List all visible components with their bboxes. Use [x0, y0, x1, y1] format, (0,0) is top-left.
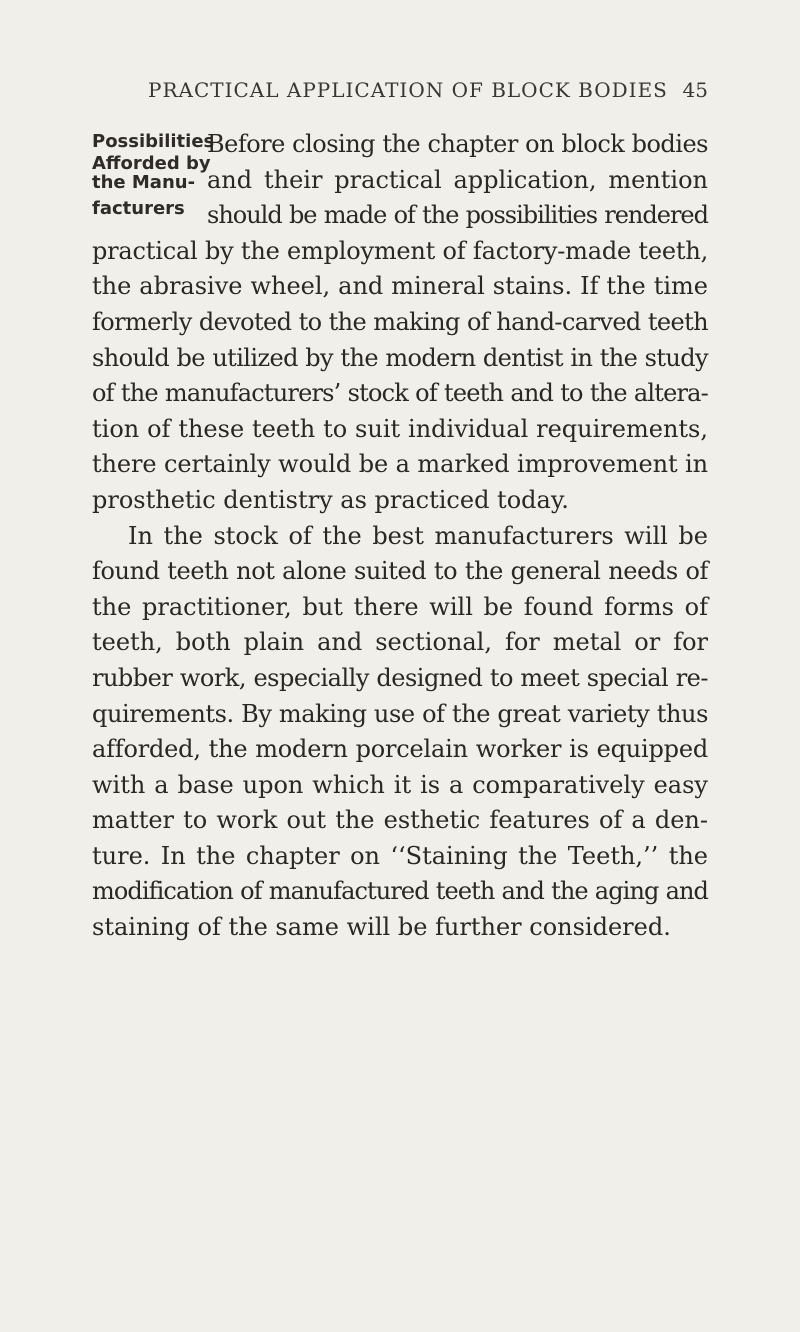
text-line: modification of manufactured teeth and the aging and — [92, 877, 708, 906]
text-line: Before closing the chapter on block bodies — [207, 130, 708, 158]
text-line: prosthetic dentistry as practiced today. — [92, 485, 569, 514]
text-line: rubber work, especially designed to meet special re- — [92, 663, 708, 692]
paragraph-1 — [92, 127, 708, 519]
text-line: should be made of the possibilities rendered — [207, 201, 708, 230]
margin-note-line: Possibilities — [92, 131, 215, 152]
margin-note-line: facturers — [92, 198, 185, 219]
body-text — [92, 127, 708, 946]
text-line: quirements. By making use of the great variety thus — [92, 699, 708, 728]
text-line: with a base upon which it is a comparatively easy — [92, 770, 708, 799]
text-line: staining of the same will be further considered. — [92, 913, 671, 942]
running-title: PRACTICAL APPLICATION OF BLOCK BODIES — [148, 78, 668, 102]
text-line: there certainly would be a marked improvement in — [92, 450, 708, 479]
text-line: of the manufacturers’ stock of teeth and to the altera- — [92, 379, 708, 408]
text-line: should be utilized by the modern dentist in the study — [92, 343, 708, 372]
text-line: the practitioner, but there will be found forms of — [92, 592, 708, 621]
text-line: ture. In the chapter on ‘‘Staining the Teeth,’’ the — [92, 841, 708, 870]
text-line: teeth, both plain and sectional, for metal or for — [92, 628, 708, 657]
text-line: afforded, the modern porcelain worker is equipped — [92, 735, 708, 764]
page-header — [148, 78, 708, 108]
text-line: tion of these teeth to suit individual requirements, — [92, 414, 708, 443]
page-number: 45 — [682, 78, 708, 102]
margin-note-line: Afforded by — [92, 153, 211, 174]
text-line: found teeth not alone suited to the general needs of — [92, 557, 708, 586]
text-line: formerly devoted to the making of hand-carved teeth — [92, 307, 708, 336]
margin-note-line: the Manu- — [92, 172, 196, 193]
text-line: matter to work out the esthetic features of a den- — [92, 806, 708, 835]
text-line: and their practical application, mention — [207, 165, 708, 194]
paragraph-2 — [92, 519, 708, 946]
text-line: In the stock of the best manufacturers will be — [128, 521, 708, 550]
text-line: practical by the employment of factory-made teeth, — [92, 236, 709, 265]
text-line: the abrasive wheel, and mineral stains. If the time — [92, 272, 708, 301]
